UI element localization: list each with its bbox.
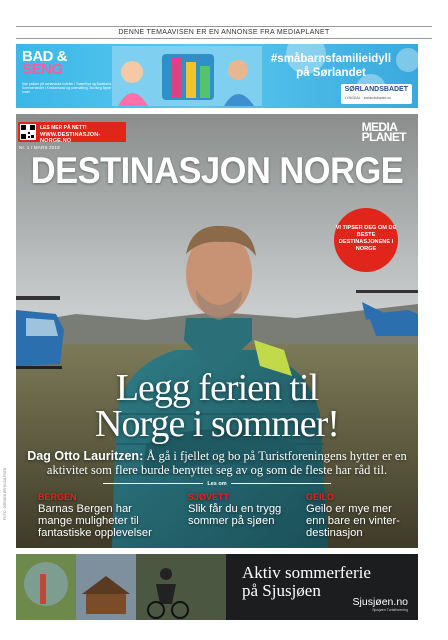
publisher-line-1: MEDIA [361, 120, 398, 134]
kids-pool-photo [112, 46, 262, 106]
teaser-bergen[interactable] [38, 492, 164, 539]
advertorial-notice: DENNE TEMAAVISEN ER EN ANNONSE FRA MEDIAPLANET [118, 29, 330, 36]
teaser-text: Barnas Bergen har mange muligheter til fantastiske opplevelser [38, 503, 152, 539]
magazine-title: DESTINASJON NORGE [30, 150, 404, 191]
logo-line-1: BAD & [22, 48, 67, 65]
teaser-sjovett[interactable] [188, 492, 292, 527]
teaser-geilo[interactable] [306, 492, 406, 539]
teaser-kicker: BERGEN [38, 492, 77, 502]
brand-name: Sjusjøen.no [352, 596, 408, 608]
issue-number: Nr. 1 / MARS 2018 [19, 145, 60, 150]
read-more-url[interactable]: WWW.DESTINASJON-NORGE.NO [40, 132, 101, 144]
sjusjoen-ad[interactable] [16, 554, 418, 620]
brand-sub: Sjusjøen Turistforening [372, 608, 408, 612]
brand-sub: LYNGDAL · sorlandsbadet.no [344, 96, 391, 100]
teaser-kicker: GEILO [306, 492, 335, 502]
top-rule [16, 26, 432, 27]
bad-seng-logo [22, 50, 67, 76]
publication-strip [0, 0, 448, 40]
ad-body-text: Nye pakker på sørlandske hoteller i Tusenfryd og Badeland. Sommerlandet i Kristiansand og overnatting. Booking åpner snart. [22, 82, 112, 94]
sjusjoen-logo[interactable] [353, 596, 408, 612]
hashtag-line-1: #småbarnsfamilieidyll [270, 53, 392, 65]
teaser-kicker: SJØVETT [188, 492, 230, 502]
read-online-box[interactable] [18, 122, 126, 142]
dek-lead: Dag Otto Lauritzen: [27, 449, 144, 463]
les-om-divider [16, 481, 418, 487]
read-more-label: LES MER PÅ NETT! [40, 125, 87, 131]
cover-line-2: Norge i sommer! [95, 403, 339, 445]
cover-page [16, 114, 418, 548]
ad-headline-line-1: Aktiv sommerferie [242, 563, 371, 582]
les-om-label: Les om [207, 481, 227, 487]
brand-name: SØRLANDSBADET [344, 86, 408, 93]
cover-line [16, 367, 418, 445]
ad-headline-line-2: på Sjusjøen [242, 581, 321, 600]
banner-ad[interactable] [16, 44, 418, 108]
cover-dek [24, 449, 410, 477]
hashtag-line-2: på Sørlandet [296, 67, 366, 79]
sorlandsbadet-logo[interactable] [341, 84, 412, 104]
teaser-text: Slik får du en trygg sommer på sjøen [188, 503, 282, 527]
teaser-text: Geilo er mye mer enn bare en vinter-destinasjon [306, 503, 400, 539]
qr-code-icon[interactable] [20, 124, 36, 140]
photo-credit: FOTO: JØRGEN BRYNJULFSEN [3, 467, 7, 520]
logo-line-2: SENG [22, 61, 63, 78]
dek-text: Å gå i fjellet og bo på Turistforeningens hytter er en aktivitet som flere burde benyttet seg av og som de fleste har råd til. [46, 449, 407, 477]
tips-badge: VI TIPSER DEG OM DE BESTE DESTINASJONENE I NORGE [334, 208, 398, 272]
cover-line-1: Legg ferien til [115, 367, 319, 409]
campaign-hashtag [256, 52, 406, 80]
publisher-line-2: PLANET [361, 130, 406, 144]
top-rule-lower [16, 38, 432, 39]
mediaplanet-logo [362, 122, 406, 142]
ad-headline [242, 564, 371, 600]
